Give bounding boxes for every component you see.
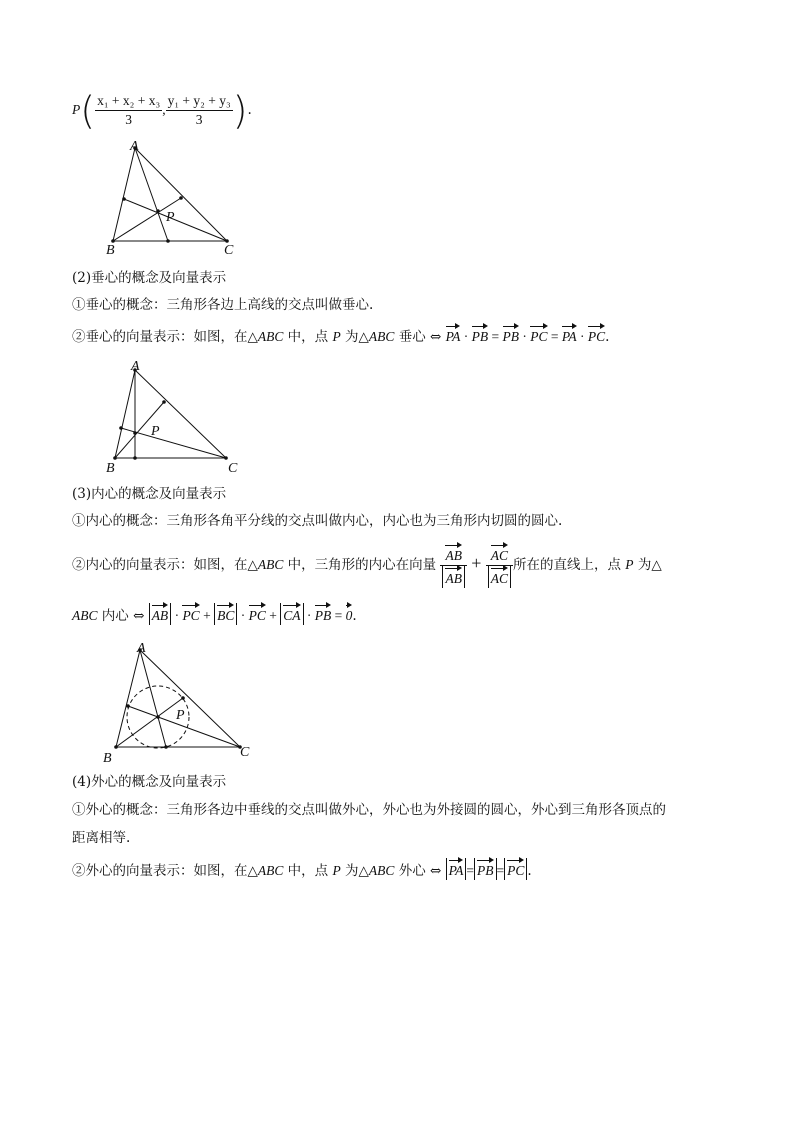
vector-pa: PA (446, 324, 461, 346)
circumcenter-vector: ②外心的向量表示：如图，在△ABC 中，点 P 为△ABC 外心 ⇔ PA = PB = PC . (72, 858, 532, 880)
orthocenter-concept: ①垂心的概念：三角形各边上高线的交点叫做垂心. (72, 297, 374, 313)
incenter-concept: ①内心的概念：三角形各角平分线的交点叫做内心，内心也为三角形内切圆的圆心. (72, 513, 563, 529)
vector-pa: PA (449, 858, 464, 880)
fig2-label-p: P (151, 424, 160, 439)
incenter-vector-line2: ABC 内心 ⇔ AB · PC + BC · PC + CA · PB = 0. (72, 603, 357, 625)
fig3-label-a: A (137, 641, 146, 656)
zero-vector: 0 (346, 603, 353, 625)
fig3-label-c: C (240, 745, 250, 760)
unit-vector-ac: $\frac{AC}{AC}$ (486, 543, 513, 588)
fig3-label-b: B (103, 751, 112, 766)
fig3-label-p: P (176, 708, 185, 723)
circumcenter-heading: (4)外心的概念及向量表示 (72, 774, 227, 790)
fig2-label-b: B (106, 461, 115, 476)
orthocenter-figure (100, 356, 250, 476)
circumcenter-concept-line1: ①外心的概念：三角形各边中垂线的交点叫做外心，外心也为外接圆的圆心，外心到三角形各顶点的 (72, 802, 666, 818)
orthocenter-heading: (2)垂心的概念及向量表示 (72, 270, 227, 286)
circumcenter-concept-line2: 距离相等. (72, 830, 131, 846)
incenter-heading: (3)内心的概念及向量表示 (72, 486, 227, 502)
incenter-vector-line1: ②内心的向量表示：如图，在△ABC 中，三角形的内心在向量 $\frac{AB}{AB}$ + $\frac{AC}{AC}$ 所在的直线上，点 P 为△ (72, 540, 662, 588)
fig1-label-c: C (224, 243, 234, 258)
vector-pb: PB (503, 324, 520, 346)
fig2-label-a: A (131, 359, 140, 374)
fig1-label-b: B (106, 243, 115, 258)
vector-pc: PC (530, 324, 547, 346)
orthocenter-vector: ②垂心的向量表示：如图，在△ABC 中，点 P 为△ABC 垂心 ⇔ PA · PB = PB · PC = PA · PC. (72, 324, 609, 346)
vector-pc: PC (588, 324, 605, 346)
vector-pa: PA (562, 324, 577, 346)
unit-vector-ab: $\frac{AB}{AB}$ (440, 543, 467, 588)
centroid-figure (100, 138, 250, 258)
frac-x: $\frac{\text{x₁ + x₂ + x₃}}{3}$ (97, 93, 161, 127)
incenter-figure (100, 638, 260, 768)
vector-pb: PB (472, 324, 489, 346)
vector-pc: PC (507, 858, 524, 880)
frac-y: $\frac{\text{y₁ + y₂ + y₃}}{3}$ (167, 93, 231, 127)
centroid-formula: P( $\frac{\text{x₁ + x₂ + x₃}}{3}$ , $\frac{\text{y₁ + y₂ + y₃}}{3}$ ). (72, 88, 252, 133)
point-p: P (72, 102, 81, 117)
vector-pb: PB (477, 858, 494, 880)
fig1-label-a: A (130, 139, 139, 154)
fig1-label-p: P (166, 210, 175, 225)
fig2-label-c: C (228, 461, 238, 476)
